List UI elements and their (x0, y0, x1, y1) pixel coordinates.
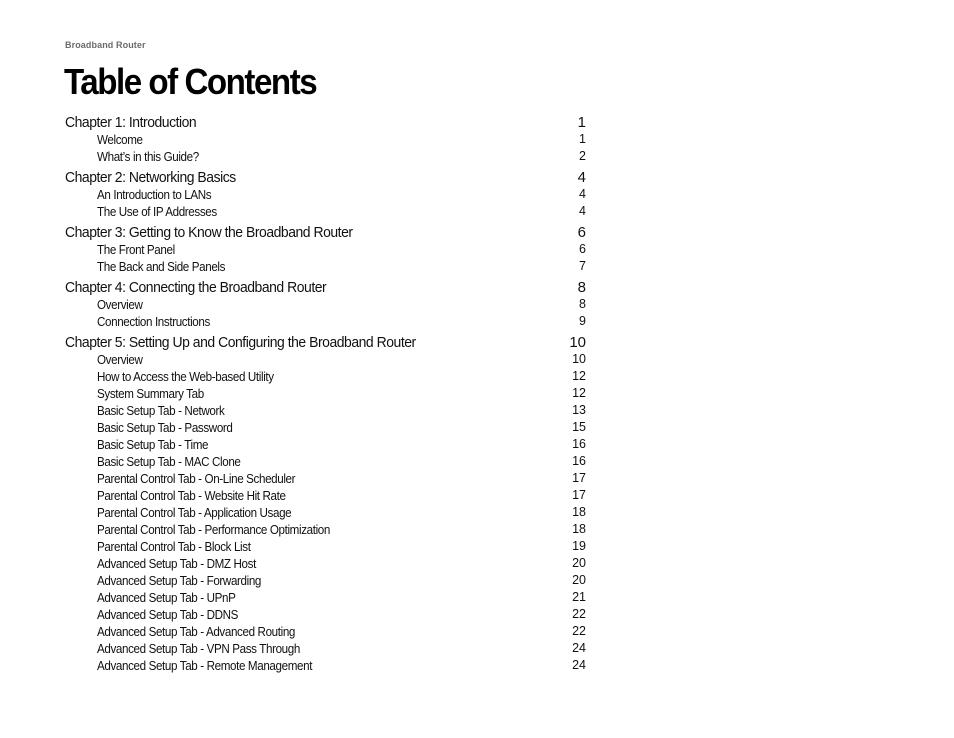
toc-section-entry[interactable] (65, 504, 586, 521)
page-number: 15 (572, 420, 586, 434)
chapter-title: Chapter 4: Connecting the Broadband Router (65, 279, 327, 296)
chapter-title: Chapter 5: Setting Up and Configuring the Broadband Router (65, 334, 416, 351)
section-title: Advanced Setup Tab - DMZ Host (97, 557, 256, 571)
toc-section-entry[interactable] (65, 148, 586, 165)
toc-section-entry[interactable] (65, 419, 586, 436)
section-title: Welcome (97, 133, 143, 147)
section-title: Basic Setup Tab - Network (97, 404, 225, 418)
section-title: Overview (97, 353, 143, 367)
toc-section-entry[interactable] (65, 453, 586, 470)
section-title: Basic Setup Tab - MAC Clone (97, 455, 241, 469)
section-title: Advanced Setup Tab - DDNS (97, 608, 239, 622)
toc-section-entry[interactable] (65, 521, 586, 538)
toc-section-entry[interactable] (65, 258, 586, 275)
page-number: 4 (579, 204, 586, 218)
section-title: Overview (97, 298, 143, 312)
page-number: 17 (572, 488, 586, 502)
section-title: An Introduction to LANs (97, 188, 212, 202)
page-number: 20 (572, 573, 586, 587)
toc-section-entry[interactable] (65, 657, 586, 674)
page-number: 20 (572, 556, 586, 570)
chapter-title: Chapter 1: Introduction (65, 114, 197, 131)
page-number: 24 (572, 641, 586, 655)
toc-chapter-entry[interactable] (65, 165, 586, 186)
toc-section-entry[interactable] (65, 296, 586, 313)
toc-section-entry[interactable] (65, 555, 586, 572)
toc-section-entry[interactable] (65, 572, 586, 589)
page-number: 13 (572, 403, 586, 417)
page-number: 6 (579, 242, 586, 256)
section-title: System Summary Tab (97, 387, 204, 401)
toc-section-entry[interactable] (65, 436, 586, 453)
page-number: 10 (572, 352, 586, 366)
page-number: 10 (569, 334, 586, 351)
page-number: 1 (577, 114, 586, 131)
toc-section-entry[interactable] (65, 487, 586, 504)
page-number: 12 (572, 369, 586, 383)
page-number: 1 (579, 132, 586, 146)
page-number: 2 (579, 149, 586, 163)
section-title: What’s in this Guide? (97, 150, 199, 164)
page-number: 24 (572, 658, 586, 672)
toc-section-entry[interactable] (65, 385, 586, 402)
page-number: 4 (577, 169, 586, 186)
toc-section-entry[interactable] (65, 538, 586, 555)
page-number: 9 (579, 314, 586, 328)
page-number: 17 (572, 471, 586, 485)
section-title: How to Access the Web-based Utility (97, 370, 274, 384)
toc-chapter-entry[interactable] (65, 110, 586, 131)
toc-section-entry[interactable] (65, 313, 586, 330)
chapter-title: Chapter 3: Getting to Know the Broadband Router (65, 224, 353, 241)
toc-section-entry[interactable] (65, 640, 586, 657)
page-number: 18 (572, 505, 586, 519)
section-title: The Use of IP Addresses (97, 205, 217, 219)
section-title: Advanced Setup Tab - VPN Pass Through (97, 642, 300, 656)
toc-section-entry[interactable] (65, 241, 586, 258)
toc-section-entry[interactable] (65, 606, 586, 623)
section-title: The Front Panel (97, 243, 175, 257)
toc-section-entry[interactable] (65, 470, 586, 487)
page-number: 8 (579, 297, 586, 311)
page-number: 21 (572, 590, 586, 604)
toc-chapter-entry[interactable] (65, 330, 586, 351)
section-title: Advanced Setup Tab - Advanced Routing (97, 625, 296, 639)
section-title: Parental Control Tab - Website Hit Rate (97, 489, 286, 503)
section-title: Advanced Setup Tab - Remote Management (97, 659, 313, 673)
page-number: 8 (577, 279, 586, 296)
page-number: 12 (572, 386, 586, 400)
toc-section-entry[interactable] (65, 131, 586, 148)
table-of-contents (65, 110, 586, 674)
toc-chapter-entry[interactable] (65, 220, 586, 241)
toc-section-entry[interactable] (65, 589, 586, 606)
chapter-title: Chapter 2: Networking Basics (65, 169, 236, 186)
toc-section-entry[interactable] (65, 203, 586, 220)
toc-section-entry[interactable] (65, 351, 586, 368)
section-title: The Back and Side Panels (97, 260, 226, 274)
toc-section-entry[interactable] (65, 402, 586, 419)
section-title: Parental Control Tab - Application Usage (97, 506, 292, 520)
page-number: 22 (572, 607, 586, 621)
section-title: Parental Control Tab - Block List (97, 540, 251, 554)
section-title: Advanced Setup Tab - UPnP (97, 591, 236, 605)
section-title: Basic Setup Tab - Password (97, 421, 233, 435)
toc-section-entry[interactable] (65, 623, 586, 640)
section-title: Parental Control Tab - Performance Optimization (97, 523, 331, 537)
page-number: 19 (572, 539, 586, 553)
page-number: 7 (579, 259, 586, 273)
toc-section-entry[interactable] (65, 186, 586, 203)
page-number: 22 (572, 624, 586, 638)
toc-section-entry[interactable] (65, 368, 586, 385)
page-number: 18 (572, 522, 586, 536)
toc-chapter-entry[interactable] (65, 275, 586, 296)
running-header: Broadband Router (65, 40, 146, 50)
page-title: Table of Contents (64, 61, 317, 102)
section-title: Connection Instructions (97, 315, 210, 329)
page-number: 6 (577, 224, 586, 241)
section-title: Advanced Setup Tab - Forwarding (97, 574, 262, 588)
page-number: 4 (579, 187, 586, 201)
section-title: Basic Setup Tab - Time (97, 438, 209, 452)
section-title: Parental Control Tab - On-Line Scheduler (97, 472, 296, 486)
page-number: 16 (572, 437, 586, 451)
page-number: 16 (572, 454, 586, 468)
